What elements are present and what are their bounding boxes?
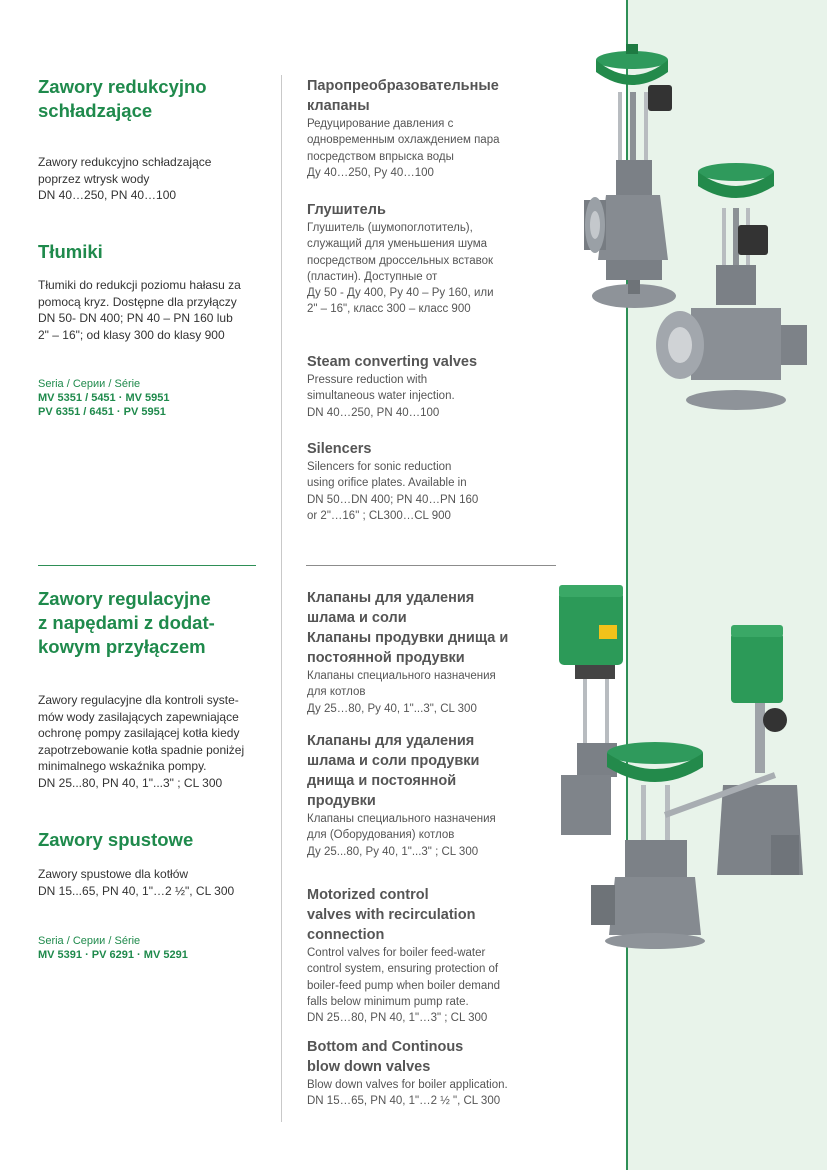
text-blowdown-ru-1: Клапаны специального назначения для котлов Ду 25…80, Ру 40, 1"...3", CL 300	[307, 670, 496, 715]
text-steam-converting-en: Pressure reduction with simultaneous water injection. DN 40…250, PN 40…100	[307, 374, 455, 419]
heading-drain-valves-pl: Zawory spustowe	[38, 829, 194, 850]
heading-steam-converting-en: Steam converting valves	[307, 354, 478, 370]
section-divider-left	[38, 565, 256, 566]
text-motorized-valves-en: Control valves for boiler feed-water control system, ensuring protection of boiler-feed pump when boiler demand falls below minimum pump rate. DN 25…80, PN 40, 1"…3" ; CL 300	[307, 947, 501, 1025]
text-drain-valves-pl: Zawory spustowe dla kotłów DN 15...65, PN 40, 1"…2 ½", CL 300	[38, 867, 235, 898]
heading-blowdown-en: Bottom and Continous blow down valves	[307, 1039, 464, 1075]
text-silencers-pl: Tłumiki do redukcji poziomu hałasu za pomocą kryz. Dostępne dla przyłączy DN 50- DN 400; PN 40 – PN 160 lub 2" – 16"; od klasy 300 do klasy 900	[38, 278, 241, 342]
series-label-1: Seria / Серии / Série	[38, 378, 141, 390]
heading-silencers-pl: Tłumiki	[38, 241, 103, 262]
text-blowdown-en: Blow down valves for boiler application. DN 15…65, PN 40, 1"…2 ½ ", CL 300	[307, 1079, 508, 1108]
heading-blowdown-ru-1: Клапаны для удаления шлама и соли Клапаны продувки днища и постоянной продувки	[307, 590, 509, 666]
valve-image-bottom	[555, 585, 815, 950]
column-divider	[281, 75, 282, 1122]
heading-steam-converting-ru: Паропреобразовательные клапаны	[307, 78, 499, 114]
series-label-2: Seria / Серии / Série	[38, 935, 141, 947]
series-models-1: MV 5351 / 5451 · MV 5951 PV 6351 / 6451 · PV 5951	[38, 392, 170, 418]
valve-image-top	[576, 40, 816, 415]
heading-control-valves-pl: Zawory regulacyjne z napędami z dodat- kowym przyłączem	[38, 588, 215, 657]
heading-blowdown-ru-2: Клапаны для удаления шлама и соли продувки днища и постоянной продувки	[307, 733, 480, 809]
text-silencers-en: Silencers for sonic reduction using orifice plates. Available in DN 50…DN 400; PN 40…PN 160 or 2"…16" ; CL300…CL 900	[307, 461, 479, 522]
text-steam-converting-ru: Редуцирование давления с одновременным охлаждением пара посредством впрыска воды Ду 40…250, Ру 40…100	[307, 118, 500, 179]
heading-silencers-ru: Глушитель	[307, 202, 386, 218]
text-control-valves-pl: Zawory regulacyjne dla kontroli syste- mów wody zasilających zapewniające ochronę pompy zasilającej kotła kiedy zapotrzebowanie kotła spadnie poniżej minimalnego wskaźnika pompy. DN 25...80, PN 40, 1"...3" ; CL 300	[38, 693, 245, 790]
text-reducing-cooling-valves: Zawory redukcyjno schładzające poprzez wtrysk wody DN 40…250, PN 40…100	[38, 155, 212, 202]
text-silencers-ru: Глушитель (шумопоглотитель), служащий для уменьшения шума посредством дроссельных вставок (пластин). Доступные от Ду 50 - Ду 400, Ру 40 – Ру 160, или 2" – 16", класс 300 – класс 900	[307, 222, 494, 316]
section-divider-right	[306, 565, 556, 566]
heading-motorized-valves-en: Motorized control valves with recirculation connection	[307, 887, 476, 943]
heading-silencers-en: Silencers	[307, 441, 372, 457]
heading-reducing-cooling-valves: Zawory redukcyjno schładzające	[38, 76, 207, 121]
text-blowdown-ru-2: Клапаны специального назначения для (Оборудования) котлов Ду 25...80, Ру 40, 1"...3" ; CL 300	[307, 813, 496, 858]
series-models-2: MV 5391 · PV 6291 · MV 5291	[38, 949, 188, 961]
